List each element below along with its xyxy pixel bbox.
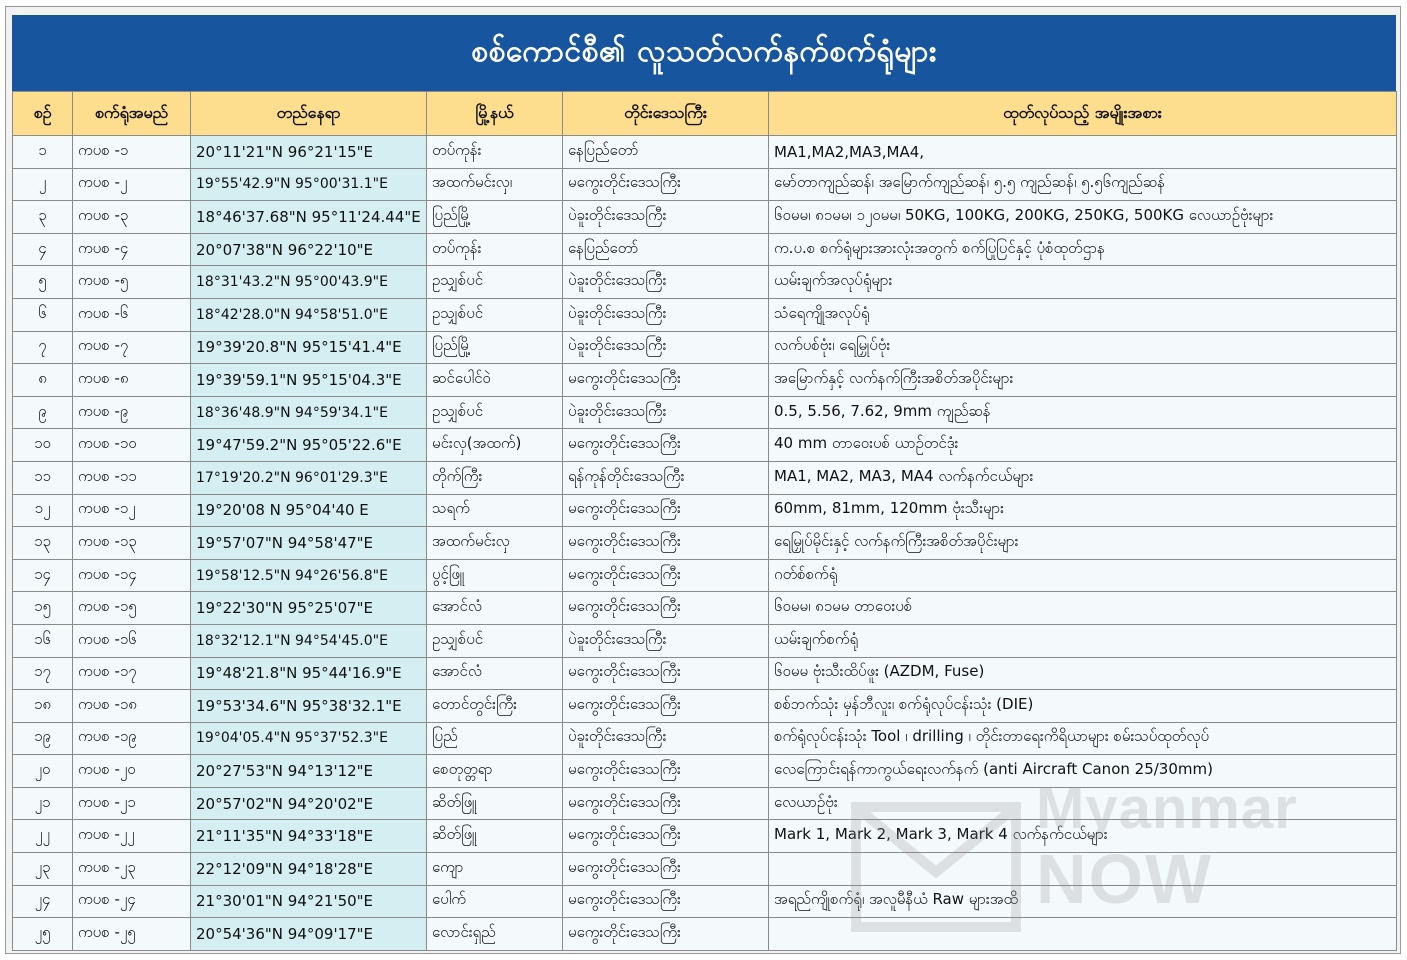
location-coordinates: 19°20'08 N 95°04'40 E (191, 494, 427, 527)
row-number: ၂ (13, 168, 73, 201)
table-row (13, 755, 1397, 788)
row-number: ၁၁ (13, 461, 73, 494)
product-type: 60mm, 81mm, 120mm ဗုံးသီးများ (769, 494, 1397, 527)
product-type: သံရေကျိုအလုပ်ရုံ (769, 298, 1397, 331)
row-number: ၁၃ (13, 527, 73, 560)
factory-name: ကပစ -၄ (73, 233, 191, 266)
row-number: ၂၄ (13, 885, 73, 918)
factory-name: ကပစ -၅ (73, 266, 191, 299)
table-row (13, 690, 1397, 723)
header-factory-name: စက်ရုံအမည် (73, 92, 191, 136)
product-type: Mark 1, Mark 2, Mark 3, Mark 4 လက်နက်ငယ်များ (769, 820, 1397, 853)
product-type: ၆၀မမ ဗုံးသီးထိပ်ဖူး (AZDM, Fuse) (769, 657, 1397, 690)
region: မကွေးတိုင်းဒေသကြီး (563, 429, 769, 462)
township: အောင်လံ (427, 592, 563, 625)
township: ကျော (427, 853, 563, 886)
table-row (13, 136, 1397, 169)
product-type (769, 853, 1397, 886)
table-row (13, 429, 1397, 462)
watermark-line2: NOW (1036, 840, 1214, 918)
row-number: ၆ (13, 298, 73, 331)
product-type: စစ်ဘက်သုံး မှန်ဘီလူး၊ စက်ရုံလုပ်ငန်းသုံး (DIE) (769, 690, 1397, 723)
product-type: လေကြောင်းရန်ကာကွယ်ရေးလက်နက် (anti Aircraft Canon 25/30mm) (769, 755, 1397, 788)
page-title: စစ်ကောင်စီ၏ လူသတ်လက်နက်စက်ရုံများ (12, 15, 1396, 91)
township: အထက်မင်းလှ (427, 527, 563, 560)
factory-name: ကပစ -၁၀ (73, 429, 191, 462)
township: ဥသျှစ်ပင် (427, 298, 563, 331)
table-row (13, 396, 1397, 429)
table-body (13, 136, 1397, 951)
location-coordinates: 19°47'59.2"N 95°05'22.6"E (191, 429, 427, 462)
township: တပ်ကုန်း (427, 233, 563, 266)
product-type: MA1, MA2, MA3, MA4 လက်နက်ငယ်များ (769, 461, 1397, 494)
table-row (13, 494, 1397, 527)
product-type: အမြောက်နှင့် လက်နက်ကြီးအစိတ်အပိုင်းများ (769, 364, 1397, 397)
factory-name: ကပစ -၁၁ (73, 461, 191, 494)
product-type: ရေမြှုပ်မိုင်းနှင့် လက်နက်ကြီးအစိတ်အပိုင်းများ (769, 527, 1397, 560)
product-type: လက်ပစ်ဗုံး၊ ရေမြှုပ်ဗုံး (769, 331, 1397, 364)
township: ဥသျှစ်ပင် (427, 624, 563, 657)
table-row (13, 461, 1397, 494)
header-product-type: ထုတ်လုပ်သည့် အမျိုးအစား (769, 92, 1397, 136)
table-row (13, 918, 1397, 951)
factory-name: ကပစ -၁၅ (73, 592, 191, 625)
header-no: စဉ် (13, 92, 73, 136)
region: မကွေးတိုင်းဒေသကြီး (563, 885, 769, 918)
region: နေပြည်တော် (563, 233, 769, 266)
table-row (13, 820, 1397, 853)
factory-name: ကပစ -၂၂ (73, 820, 191, 853)
factory-name: ကပစ -၉ (73, 396, 191, 429)
product-type: ဂတ်စ်စက်ရုံ (769, 559, 1397, 592)
product-type: က.ပ.စ စက်ရုံများအားလုံးအတွက် စက်ပြုပြင်နှင့် ပုံစံထုတ်ဌာန (769, 233, 1397, 266)
header-township: မြို့နယ် (427, 92, 563, 136)
factory-name: ကပစ -၆ (73, 298, 191, 331)
factory-name: ကပစ -၁၆ (73, 624, 191, 657)
factory-name: ကပစ -၂၀ (73, 755, 191, 788)
region: မကွေးတိုင်းဒေသကြီး (563, 690, 769, 723)
region: ပဲခူးတိုင်းဒေသကြီး (563, 722, 769, 755)
product-type: 0.5, 5.56, 7.62, 9mm ကျည်ဆန် (769, 396, 1397, 429)
region: ပဲခူးတိုင်းဒေသကြီး (563, 624, 769, 657)
table-row (13, 168, 1397, 201)
row-number: ၃ (13, 201, 73, 234)
location-coordinates: 19°22'30"N 95°25'07"E (191, 592, 427, 625)
township: တပ်ကုန်း (427, 136, 563, 169)
table-row (13, 233, 1397, 266)
location-coordinates: 19°57'07"N 94°58'47"E (191, 527, 427, 560)
header-region: တိုင်းဒေသကြီး (563, 92, 769, 136)
location-coordinates: 21°11'35"N 94°33'18"E (191, 820, 427, 853)
region: မကွေးတိုင်းဒေသကြီး (563, 494, 769, 527)
table-row (13, 266, 1397, 299)
table-row (13, 331, 1397, 364)
township: မင်းလှ(အထက်) (427, 429, 563, 462)
row-number: ၅ (13, 266, 73, 299)
watermark-line1: Myanmar (1036, 776, 1298, 841)
township: ပြည် (427, 722, 563, 755)
factory-name: ကပစ -၂ (73, 168, 191, 201)
table-row (13, 624, 1397, 657)
factory-name: ကပစ -၁၄ (73, 559, 191, 592)
region: ရန်ကုန်တိုင်းဒေသကြီး (563, 461, 769, 494)
location-coordinates: 17°19'20.2"N 96°01'29.3"E (191, 461, 427, 494)
township: သရက် (427, 494, 563, 527)
region: မကွေးတိုင်းဒေသကြီး (563, 657, 769, 690)
factory-name: ကပစ -၁၉ (73, 722, 191, 755)
factory-table (12, 91, 1397, 951)
region: မကွေးတိုင်းဒေသကြီး (563, 918, 769, 951)
row-number: ၂၅ (13, 918, 73, 951)
township: လောင်းရှည် (427, 918, 563, 951)
table-row (13, 298, 1397, 331)
row-number: ၁၈ (13, 690, 73, 723)
township: အောင်လံ (427, 657, 563, 690)
row-number: ၁၀ (13, 429, 73, 462)
township: ဥသျှစ်ပင် (427, 396, 563, 429)
row-number: ၁၉ (13, 722, 73, 755)
row-number: ၁၇ (13, 657, 73, 690)
township: စေတုတ္တရာ (427, 755, 563, 788)
region: မကွေးတိုင်းဒေသကြီး (563, 592, 769, 625)
factory-name: ကပစ -၂၅ (73, 918, 191, 951)
header-location: တည်နေရာ (191, 92, 427, 136)
row-number: ၈ (13, 364, 73, 397)
region: ပဲခူးတိုင်းဒေသကြီး (563, 331, 769, 364)
location-coordinates: 18°36'48.9"N 94°59'34.1"E (191, 396, 427, 429)
table-header-row (13, 92, 1397, 136)
region: မကွေးတိုင်းဒေသကြီး (563, 787, 769, 820)
factory-name: ကပစ -၃ (73, 201, 191, 234)
township: ပေါက် (427, 885, 563, 918)
township: တိုက်ကြီး (427, 461, 563, 494)
product-type: 40 mm တာဝေးပစ် ယာဉ်တင်ဒုံး (769, 429, 1397, 462)
row-number: ၂၁ (13, 787, 73, 820)
product-type: ၆၀မမ၊ ၈၁မမ၊ ၁၂၀မမ၊ 50KG, 100KG, 200KG, 250KG, 500KG လေယာဉ်ဗုံးများ (769, 201, 1397, 234)
factory-name: ကပစ -၂၃ (73, 853, 191, 886)
product-type: ယမ်းချက်အလုပ်ရုံများ (769, 266, 1397, 299)
location-coordinates: 20°54'36"N 94°09'17"E (191, 918, 427, 951)
row-number: ၂၃ (13, 853, 73, 886)
table-row (13, 722, 1397, 755)
township: ပွင့်ဖြူ (427, 559, 563, 592)
township: ပြည်မြို့ (427, 201, 563, 234)
table-row (13, 364, 1397, 397)
factory-name: ကပစ -၁၃ (73, 527, 191, 560)
factory-name: ကပစ -၂၁ (73, 787, 191, 820)
location-coordinates: 19°58'12.5"N 94°26'56.8"E (191, 559, 427, 592)
location-coordinates: 18°32'12.1"N 94°54'45.0"E (191, 624, 427, 657)
factory-name: ကပစ -၁၇ (73, 657, 191, 690)
township: ပြည်မြို့ (427, 331, 563, 364)
row-number: ၁ (13, 136, 73, 169)
row-number: ၁၅ (13, 592, 73, 625)
location-coordinates: 18°46'37.68"N 95°11'24.44"E (191, 201, 427, 234)
product-type: မော်တာကျည်ဆန်၊ အမြောက်ကျည်ဆန်၊ ၅.၅ ကျည်ဆန်၊ ၅.၅၆ကျည်ဆန် (769, 168, 1397, 201)
township: အထက်မင်းလှ၊ (427, 168, 563, 201)
factory-name: ကပစ -၁ (73, 136, 191, 169)
location-coordinates: 20°27'53"N 94°13'12"E (191, 755, 427, 788)
region: မကွေးတိုင်းဒေသကြီး (563, 559, 769, 592)
row-number: ၁၂ (13, 494, 73, 527)
region: နေပြည်တော် (563, 136, 769, 169)
location-coordinates: 19°48'21.8"N 95°44'16.9"E (191, 657, 427, 690)
location-coordinates: 20°07'38"N 96°22'10"E (191, 233, 427, 266)
location-coordinates: 19°39'59.1"N 95°15'04.3"E (191, 364, 427, 397)
product-type: ယမ်းချက်စက်ရုံ (769, 624, 1397, 657)
table-row (13, 657, 1397, 690)
table-row (13, 527, 1397, 560)
township: တောင်တွင်းကြီး (427, 690, 563, 723)
product-type: ၆၀မမ၊ ၈၁မမ တာဝေးပစ် (769, 592, 1397, 625)
region: ပဲခူးတိုင်းဒေသကြီး (563, 266, 769, 299)
township: ဆိတ်ဖြူ (427, 820, 563, 853)
table-row (13, 853, 1397, 886)
product-type: အရည်ကျိုစက်ရုံ၊ အလူမီနီယံ Raw များအထိ (769, 885, 1397, 918)
location-coordinates: 20°57'02"N 94°20'02"E (191, 787, 427, 820)
location-coordinates: 20°11'21"N 96°21'15"E (191, 136, 427, 169)
factory-name: ကပစ -၂၄ (73, 885, 191, 918)
table-row (13, 787, 1397, 820)
table-row (13, 201, 1397, 234)
row-number: ၄ (13, 233, 73, 266)
region: ပဲခူးတိုင်းဒေသကြီး (563, 396, 769, 429)
row-number: ၂၂ (13, 820, 73, 853)
row-number: ၁၄ (13, 559, 73, 592)
product-type (769, 918, 1397, 951)
product-type: လေယာဉ်ဗုံး (769, 787, 1397, 820)
region: မကွေးတိုင်းဒေသကြီး (563, 755, 769, 788)
location-coordinates: 18°31'43.2"N 95°00'43.9"E (191, 266, 427, 299)
document-frame (5, 6, 1401, 954)
location-coordinates: 22°12'09"N 94°18'28"E (191, 853, 427, 886)
township: ဆင်ပေါင်ဝဲ (427, 364, 563, 397)
factory-name: ကပစ -၁၂ (73, 494, 191, 527)
factory-name: ကပစ -၁၈ (73, 690, 191, 723)
region: မကွေးတိုင်းဒေသကြီး (563, 364, 769, 397)
factory-name: ကပစ -၇ (73, 331, 191, 364)
row-number: ၁၆ (13, 624, 73, 657)
location-coordinates: 19°04'05.4"N 95°37'52.3"E (191, 722, 427, 755)
table-row (13, 559, 1397, 592)
location-coordinates: 21°30'01"N 94°21'50"E (191, 885, 427, 918)
factory-name: ကပစ -၈ (73, 364, 191, 397)
region: ပဲခူးတိုင်းဒေသကြီး (563, 201, 769, 234)
township: ဆိတ်ဖြူ (427, 787, 563, 820)
region: မကွေးတိုင်းဒေသကြီး (563, 168, 769, 201)
product-type: စက်ရုံလုပ်ငန်းသုံး Tool ၊ drilling ၊ တိုင်းတာရေးကိရိယာများ စမ်းသပ်ထုတ်လုပ် (769, 722, 1397, 755)
row-number: ၇ (13, 331, 73, 364)
township: ဥသျှစ်ပင် (427, 266, 563, 299)
row-number: ၂၀ (13, 755, 73, 788)
region: မကွေးတိုင်းဒေသကြီး (563, 853, 769, 886)
table-row (13, 885, 1397, 918)
location-coordinates: 19°55'42.9"N 95°00'31.1"E (191, 168, 427, 201)
table-row (13, 592, 1397, 625)
product-type: MA1,MA2,MA3,MA4, (769, 136, 1397, 169)
location-coordinates: 19°53'34.6"N 95°38'32.1"E (191, 690, 427, 723)
location-coordinates: 18°42'28.0"N 94°58'51.0"E (191, 298, 427, 331)
region: မကွေးတိုင်းဒေသကြီး (563, 527, 769, 560)
region: ပဲခူးတိုင်းဒေသကြီး (563, 298, 769, 331)
location-coordinates: 19°39'20.8"N 95°15'41.4"E (191, 331, 427, 364)
row-number: ၉ (13, 396, 73, 429)
region: မကွေးတိုင်းဒေသကြီး (563, 820, 769, 853)
